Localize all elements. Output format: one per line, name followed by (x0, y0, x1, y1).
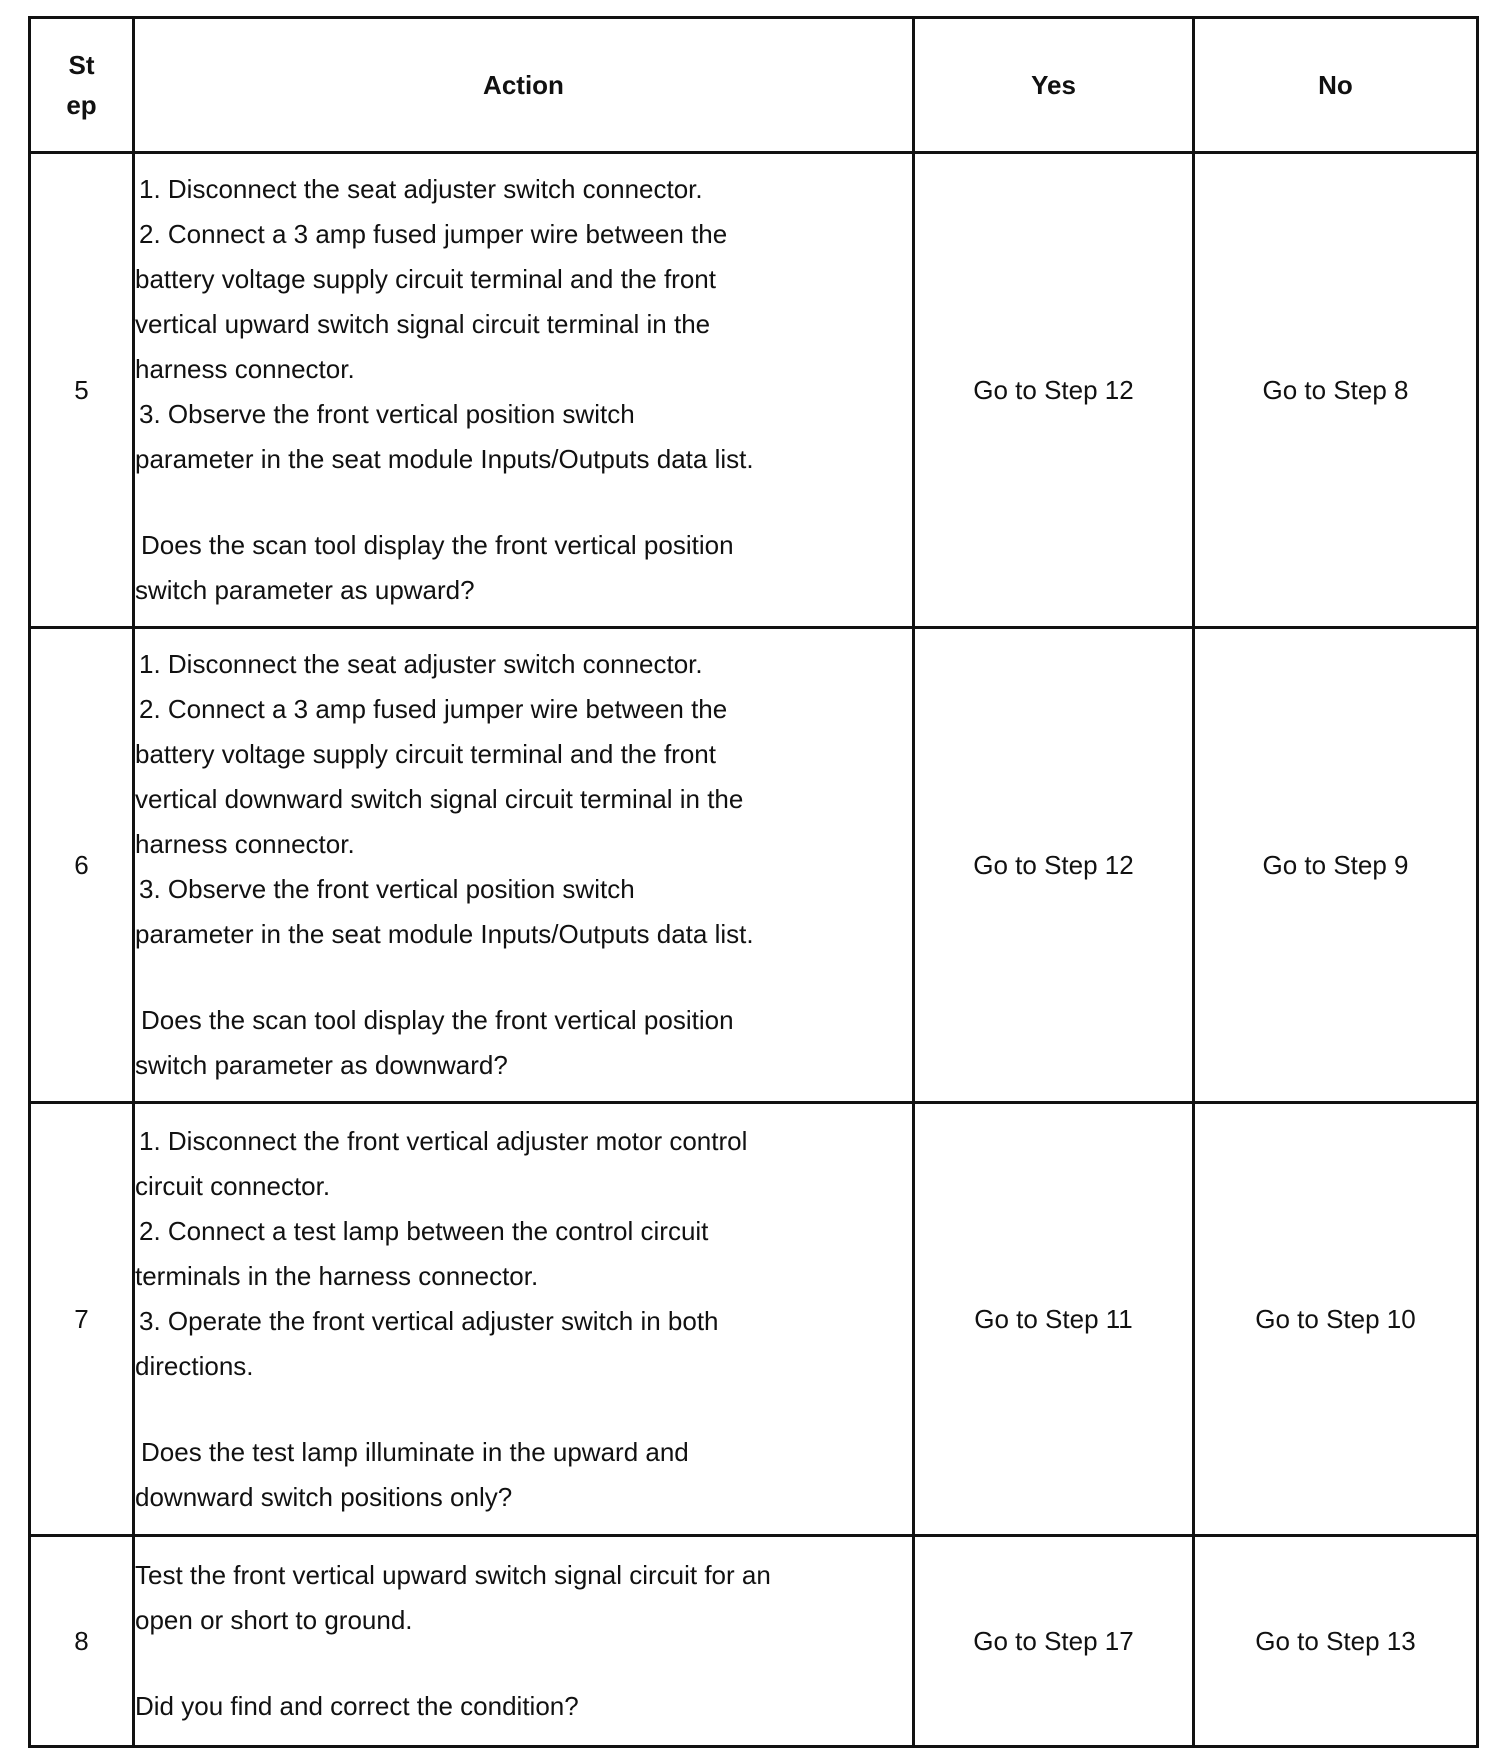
question-line: switch parameter as upward? (135, 575, 475, 605)
action-line: 3. Operate the front vertical adjuster switch in both (139, 1305, 719, 1336)
question-line: Does the test lamp illuminate in the upward and (141, 1436, 689, 1467)
header-action: Action (134, 18, 914, 153)
action-line: battery voltage supply circuit terminal and the front (135, 264, 716, 294)
action-line: battery voltage supply circuit terminal and the front (135, 739, 716, 769)
action-cell (134, 1536, 914, 1747)
action-line: parameter in the seat module Inputs/Outputs data list. (135, 919, 754, 949)
header-step (30, 18, 134, 153)
action-line: parameter in the seat module Inputs/Outputs data list. (135, 444, 754, 474)
step-number: 5 (30, 153, 134, 628)
action-line: circuit connector. (135, 1170, 331, 1201)
yes-result: Go to Step 11 (914, 1103, 1194, 1536)
action-line: 1. Disconnect the seat adjuster switch connector. (139, 649, 703, 679)
question-line: Does the scan tool display the front vertical position (141, 1005, 734, 1035)
no-result: Go to Step 10 (1194, 1103, 1478, 1536)
action-cell (134, 1103, 914, 1536)
table-row (30, 1103, 1478, 1536)
no-result: Go to Step 8 (1194, 153, 1478, 628)
header-no: No (1194, 18, 1478, 153)
diagnostic-steps-table (28, 16, 1479, 1748)
table-row (30, 1536, 1478, 1747)
header-yes: Yes (914, 18, 1194, 153)
action-line: vertical downward switch signal circuit terminal in the (135, 784, 744, 814)
action-cell (134, 628, 914, 1103)
header-step-bottom: ep (66, 90, 97, 120)
no-result: Go to Step 9 (1194, 628, 1478, 1103)
action-line: vertical upward switch signal circuit terminal in the (135, 309, 711, 339)
step-number: 8 (30, 1536, 134, 1747)
question-line: switch parameter as downward? (135, 1050, 508, 1080)
action-line: 2. Connect a 3 amp fused jumper wire between the (139, 219, 728, 249)
action-line: 3. Observe the front vertical position switch (139, 399, 635, 429)
table-row (30, 153, 1478, 628)
action-line: 1. Disconnect the seat adjuster switch connector. (139, 174, 703, 204)
question-line: Does the scan tool display the front vertical position (141, 530, 734, 560)
yes-result: Go to Step 17 (914, 1536, 1194, 1747)
yes-result: Go to Step 12 (914, 628, 1194, 1103)
action-line: 2. Connect a test lamp between the control circuit (139, 1215, 709, 1246)
action-line: 3. Observe the front vertical position switch (139, 874, 635, 904)
step-number: 6 (30, 628, 134, 1103)
action-line: harness connector. (135, 829, 355, 859)
action-line: Test the front vertical upward switch signal circuit for an (135, 1560, 771, 1590)
question-line: Did you find and correct the condition? (135, 1691, 579, 1721)
action-line: open or short to ground. (135, 1605, 413, 1635)
action-line: 1. Disconnect the front vertical adjuster motor control (139, 1125, 748, 1156)
header-row (30, 18, 1478, 153)
question-line: downward switch positions only? (135, 1481, 513, 1512)
header-step-top: St (68, 50, 95, 80)
action-cell (134, 153, 914, 628)
no-result: Go to Step 13 (1194, 1536, 1478, 1747)
step-number: 7 (30, 1103, 134, 1536)
action-line: terminals in the harness connector. (135, 1260, 539, 1291)
yes-result: Go to Step 12 (914, 153, 1194, 628)
action-line: harness connector. (135, 354, 355, 384)
action-line: 2. Connect a 3 amp fused jumper wire between the (139, 694, 728, 724)
table-row (30, 628, 1478, 1103)
action-line: directions. (135, 1350, 254, 1381)
